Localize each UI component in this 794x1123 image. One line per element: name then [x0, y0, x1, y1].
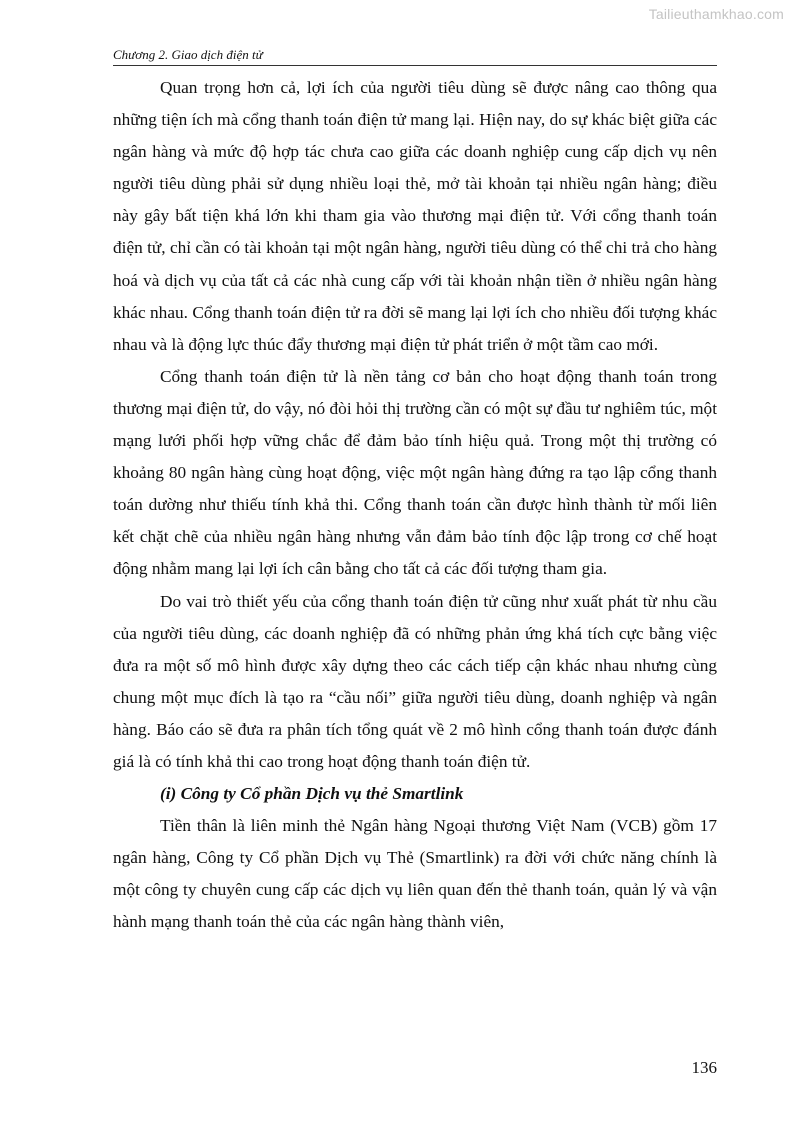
body-paragraph: Cổng thanh toán điện tử là nền tảng cơ bản cho hoạt động thanh toán trong thương mại điện tử, do vậy, nó đòi hỏi thị trường cần có một sự đầu tư nghiêm túc, một mạng lưới phối hợp vững chắc để đảm bảo tính hiệu quả. Trong một thị trường có khoảng 80 ngân hàng cùng hoạt động, việc một ngân hàng đứng ra tạo lập cổng thanh toán dường như thiếu tính khả thi. Cổng thanh toán cần được hình thành từ mối liên kết chặt chẽ của nhiều ngân hàng nhưng vẫn đảm bảo tính độc lập trong cơ chế hoạt động nhằm mang lại lợi ích cân bằng cho tất cả các đối tượng tham gia.: [113, 366, 717, 579]
page-number: 136: [691, 1058, 717, 1077]
watermark: Tailieuthamkhao.com: [648, 6, 784, 22]
section-subheading: (i) Công ty Cổ phần Dịch vụ thẻ Smartlink: [160, 784, 464, 804]
page-body: [113, 72, 717, 939]
body-paragraph: Do vai trò thiết yếu của cổng thanh toán điện tử cũng như xuất phát từ nhu cầu của người tiêu dùng, các doanh nghiệp đã có những phản ứng khá tích cực bằng việc đưa ra một số mô hình được xây dựng theo các cách tiếp cận khác nhau nhưng cùng chung một mục đích là tạo ra “cầu nối” giữa người tiêu dùng, doanh nghiệp và ngân hàng. Báo cáo sẽ đưa ra phân tích tổng quát về 2 mô hình cổng thanh toán được đánh giá là có tính khả thi cao trong hoạt động thanh toán điện tử.: [113, 591, 717, 771]
chapter-header: Chương 2. Giao dịch điện tử: [113, 47, 717, 66]
body-paragraph: Quan trọng hơn cả, lợi ích của người tiêu dùng sẽ được nâng cao thông qua những tiện ích mà cổng thanh toán điện tử mang lại. Hiện nay, do sự khác biệt giữa các ngân hàng và mức độ hợp tác chưa cao giữa các doanh nghiệp cung cấp dịch vụ nên người tiêu dùng phải sử dụng nhiều loại thẻ, mở tài khoản tại nhiều ngân hàng; điều này gây bất tiện khá lớn khi tham gia vào thương mại điện tử. Với cổng thanh toán điện tử, chỉ cần có tài khoản tại một ngân hàng, người tiêu dùng có thể chi trả cho hàng hoá và dịch vụ của tất cả các nhà cung cấp với tài khoản nhận tiền ở nhiều ngân hàng khác nhau. Cổng thanh toán điện tử ra đời sẽ mang lại lợi ích cho nhiều đối tượng khác nhau và là động lực thúc đẩy thương mại điện tử phát triển ở một tầm cao mới.: [113, 78, 717, 354]
body-paragraph: Tiền thân là liên minh thẻ Ngân hàng Ngoại thương Việt Nam (VCB) gồm 17 ngân hàng, Công ty Cổ phần Dịch vụ Thẻ (Smartlink) ra đời với chức năng chính là một công ty chuyên cung cấp các dịch vụ liên quan đến thẻ thanh toán, quản lý và vận hành mạng thanh toán thẻ của các ngân hàng thành viên,: [113, 816, 717, 932]
